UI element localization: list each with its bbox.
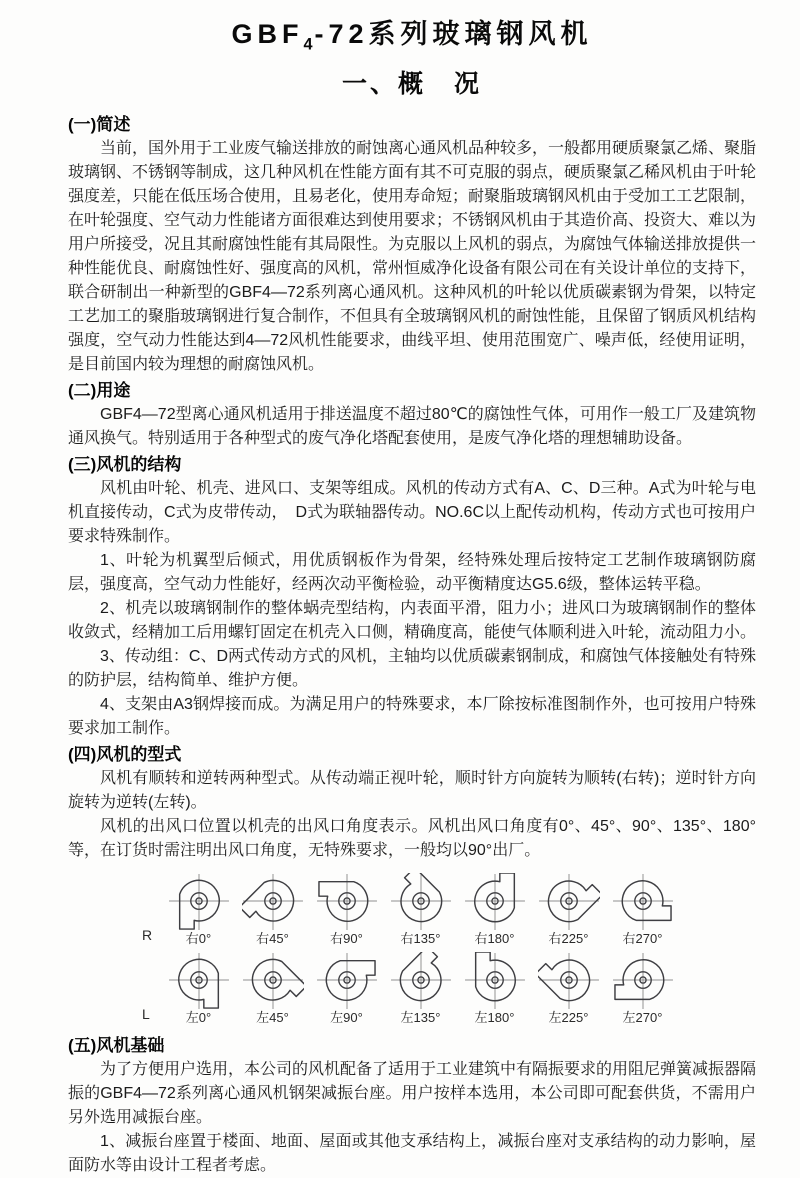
fan-angle-item xyxy=(463,952,526,1025)
fan-volute-icon xyxy=(168,952,230,1010)
fan-angle-cells-right xyxy=(167,873,674,946)
section-main-heading: 一、概 况 xyxy=(341,70,482,99)
fan-volute-icon xyxy=(316,873,378,931)
fan-angle-item xyxy=(389,873,452,946)
fan-angle-item xyxy=(241,952,304,1025)
paragraph: 风机由叶轮、机壳、进风口、支架等组成。风机的传动方式有A、C、D三种。A式为叶轮与电机直接传动，C式为皮带传动， D式为联轴器传动。NO.6C以上配传动机构，传动方式也可按用户要求特殊制作。 xyxy=(68,480,757,546)
fan-volute-icon xyxy=(612,952,674,1010)
fan-angle-item xyxy=(167,952,230,1025)
title-subscript: 4 xyxy=(303,35,315,54)
fan-angle-label: 左45° xyxy=(256,1010,289,1026)
paragraph: GBF4—72型离心通风机适用于排送温度不超过80℃的腐蚀性气体，可用作一般工厂及建筑物通风换气。特别适用于各种型式的废气净化塔配套使用，是废气净化塔的理想辅助设备。 xyxy=(68,406,756,448)
fan-angle-item xyxy=(241,873,304,946)
fan-angle-label: 右90° xyxy=(330,931,363,947)
paragraph: 为了方便用户选用，本公司的风机配备了适用于工业建筑中有隔振要求的用阻尼弹簧减振器隔振的GBF4—72系列离心通风机钢架减振台座。用户按样本选用，本公司即可配套供货，不需用户另外选用减振台座。 xyxy=(68,1061,757,1127)
fan-volute-icon xyxy=(316,952,378,1010)
fan-volute-icon xyxy=(168,873,230,931)
row-letter-r: R xyxy=(142,927,153,944)
section-heading-foundation: (五)风机基础 xyxy=(68,1036,165,1056)
fan-volute-icon xyxy=(242,952,304,1010)
section-heading-types: (四)风机的型式 xyxy=(68,745,182,765)
fan-angle-label: 右180° xyxy=(474,931,515,947)
list-item-4: 4、支架由A3钢焊接而成。为满足用户的特殊要求，本厂除按标准图制作外，也可按用户特殊要求加工制作。 xyxy=(68,696,756,738)
fan-angle-item xyxy=(463,873,526,946)
list-item-3: 3、传动组：C、D两式传动方式的风机，主轴均以优质碳素钢制成，和腐蚀气体接触处有特殊的防护层，结构简单、维护方便。 xyxy=(68,648,757,690)
fan-volute-icon xyxy=(464,873,526,931)
fan-volute-icon xyxy=(538,873,600,931)
section-heading-structure: (三)风机的结构 xyxy=(68,455,182,475)
fan-angle-label: 左90° xyxy=(330,1010,363,1026)
fan-volute-icon xyxy=(464,952,526,1010)
document-title xyxy=(68,16,756,62)
fan-angle-label: 右225° xyxy=(548,931,589,947)
fan-angle-item xyxy=(167,873,230,946)
fan-angle-item xyxy=(537,873,600,946)
paragraph: 当前，国外用于工业废气输送排放的耐蚀离心通风机品种较多，一般都用硬质聚氯乙烯、聚脂玻璃钢、不锈钢等制成，这几种风机在性能方面有其不可克服的弱点，硬质聚氯乙稀风机由于叶轮强度差，只能在低压场合使用，且易老化，使用寿命短；耐聚脂玻璃钢风机由于受加工工艺限制，在叶轮强度、空气动力性能诸方面很难达到使用要求；不锈钢风机由于其造价高、投资大、难以为用户所接受，况且其耐腐蚀性能有其局限性。为克服以上风机的弱点，为腐蚀气体输送排放提供一种性能优良、耐腐蚀性好、强度高的风机，常州恒威净化设备有限公司在有关设计单位的支持下，联合研制出一种新型的GBF4—72系列离心通风机。这种风机的叶轮以优质碳素钢为骨架，以特定工艺加工的聚脂玻璃钢进行复合制作，不但具有全玻璃钢风机的耐蚀性能，且保留了钢质风机结构强度，空气动力性能达到4—72风机性能要求，曲线平坦、使用范围宽广、噪声低，经使用证明，是目前国内较为理想的耐腐蚀风机。 xyxy=(68,140,757,374)
fan-angle-diagram xyxy=(142,873,756,1025)
list-item-1: 1、减振台座置于楼面、地面、屋面或其他支承结构上，减振台座对支承结构的动力影响，屋面防水等由设计工程者考虑。 xyxy=(68,1133,756,1175)
fan-angle-label: 右0° xyxy=(185,931,212,947)
section-heading-overview: (一)简述 xyxy=(68,115,131,135)
paragraph: 风机的出风口位置以机壳的出风口角度表示。风机出风口角度有0°、45°、90°、135°、180°等，在订货时需注明出风口角度，无特殊要求，一般均以90°出厂。 xyxy=(68,818,756,860)
fan-angle-label: 左180° xyxy=(474,1010,515,1026)
fan-angle-item xyxy=(315,873,378,946)
fan-angle-label: 右270° xyxy=(622,931,663,947)
fan-angle-item xyxy=(611,873,674,946)
fan-angle-label: 左0° xyxy=(185,1010,212,1026)
fan-angle-item xyxy=(537,952,600,1025)
fan-angle-label: 左135° xyxy=(400,1010,441,1026)
title-suffix: -72系列玻璃钢风机 xyxy=(314,19,593,49)
title-prefix: GBF xyxy=(231,19,304,49)
fan-volute-icon xyxy=(612,873,674,931)
fan-volute-icon xyxy=(390,873,452,931)
fan-angle-item xyxy=(315,952,378,1025)
paragraph: 风机有顺转和逆转两种型式。从传动端正视叶轮，顺时针方向旋转为顺转(右转)；逆时针方向旋转为逆转(左转)。 xyxy=(68,770,756,812)
fan-angle-item xyxy=(611,952,674,1025)
fan-angle-row-right xyxy=(142,873,756,946)
list-item-2: 2、机壳以玻璃钢制作的整体蜗壳型结构，内表面平滑，阻力小；进风口为玻璃钢制作的整体收敛式，经精加工后用螺钉固定在机壳入口侧，精确度高，能使气体顺利进入叶轮，流动阻力小。 xyxy=(68,600,757,642)
fan-angle-label: 右45° xyxy=(256,931,289,947)
fan-angle-row-left xyxy=(142,952,756,1025)
fan-angle-label: 右135° xyxy=(400,931,441,947)
fan-angle-label: 左270° xyxy=(622,1010,663,1026)
fan-volute-icon xyxy=(242,873,304,931)
fan-volute-icon xyxy=(538,952,600,1010)
fan-angle-cells-left xyxy=(167,952,674,1025)
list-item-1: 1、叶轮为机翼型后倾式，用优质钢板作为骨架，经特殊处理后按特定工艺制作玻璃钢防腐层，强度高，空气动力性能好，经两次动平衡检验，动平衡精度达G5.6级，整体运转平稳。 xyxy=(68,552,756,594)
row-letter-l: L xyxy=(142,1006,150,1023)
section-heading-usage: (二)用途 xyxy=(68,381,131,401)
fan-angle-item xyxy=(389,952,452,1025)
fan-volute-icon xyxy=(390,952,452,1010)
fan-angle-label: 左225° xyxy=(548,1010,589,1026)
